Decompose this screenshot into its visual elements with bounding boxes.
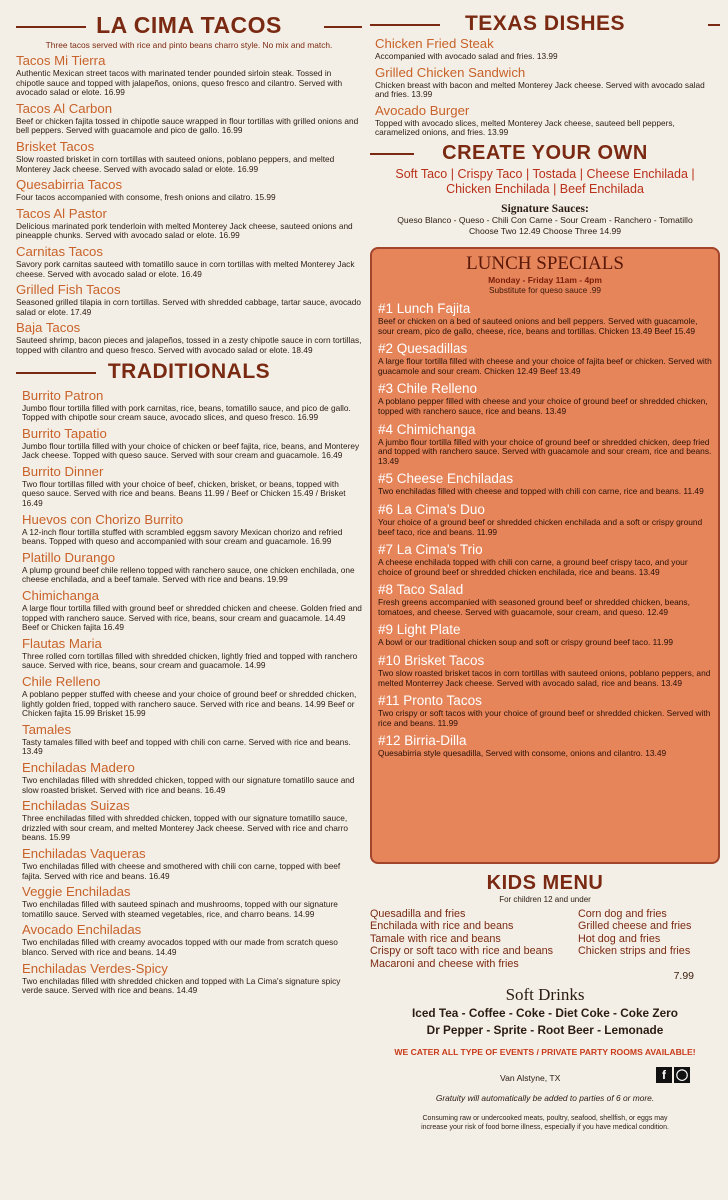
menu-item-name: #1 Lunch Fajita (378, 300, 471, 316)
menu-item-description: A large flour tortilla filled with ground beef or shredded chicken and cheese. Golden fried and topped with ranchero sauce. Served with rice, beans, sour cream and guacamole. 14.49 Beef or Chicken fajita 16.49 (22, 603, 362, 633)
menu-item-description: A poblano pepper stuffed with cheese and your choice of ground beef or shredded chicken, lightly golden fried, topped with ranchero sauce. Served with rice and beans. 14.99 Beef or Chicken fajita 15.99 Brisket 15.99 (22, 689, 357, 719)
menu-item-description: A 12-inch flour tortilla stuffed with scrambled eggsm savory Mexican chorizo and refried beans. Topped with queso and accompanied with sour cream and guacamole. 16.99 (22, 526, 343, 547)
menu-item-name: #11 Pronto Tacos (378, 693, 482, 709)
menu-item (375, 103, 720, 138)
menu-item-description: Two slow roasted brisket tacos in corn tortillas with sauteed onions, poblano peppers, and melted Monterrey Jack cheese. Served with avocado salad, rice and beans. 13.49 (378, 668, 711, 688)
heading-rule-left (370, 153, 414, 155)
menu-item-name: Flautas Maria (22, 635, 102, 651)
lunch-specials-title: LUNCH SPECIALS (466, 252, 624, 274)
menu-item-description: Two enchiladas filled with creamy avocados topped with our made from scratch queso blanco. Served with rice and beans. 14.49 (22, 937, 338, 957)
menu-item-description: Beef or chicken fajita tossed in chipotle sauce wrapped in flour tortillas with grilled onions and bell peppers. Served with guacamole and pico de gallo. 16.99 (16, 115, 359, 136)
menu-item-description: Four tacos accompanied with consome, fresh onions and cilatro. 15.99 (16, 192, 276, 203)
lunch-specials-list (378, 301, 712, 759)
traditionals-title: TRADITIONALS (107, 359, 271, 383)
menu-item-description: Two crispy or soft tacos with your choice of ground beef or shredded chicken. Served with rice and beans. 11.99 (378, 708, 711, 728)
menu-item (22, 388, 362, 423)
menu-item (378, 733, 712, 759)
location-text: Van Alstyne, TX (500, 1073, 561, 1084)
kids-menu-heading (370, 872, 720, 895)
traditionals-list (16, 388, 362, 996)
menu-item (16, 53, 362, 98)
menu-item-description: Three enchiladas filled with shredded chicken, topped with our signature tomatillo sauce, drizzled with sour cream, and melted Monterey Jack cheese. Served with rice and charro beans. 15.99 (22, 813, 349, 843)
menu-item-name: Burrito Tapatio (22, 425, 107, 441)
kids-menu-item: Grilled cheese and fries (578, 920, 692, 933)
menu-item (16, 101, 362, 136)
create-options-line-2: Chicken Enchilada | Beef Enchilada (446, 181, 644, 196)
menu-item (378, 471, 712, 497)
menu-item-name: #8 Taco Salad (378, 582, 464, 598)
menu-item (16, 177, 362, 203)
heading-rule-right (708, 24, 720, 26)
menu-item-name: Veggie Enchiladas (22, 884, 131, 900)
kids-menu-price: 7.99 (673, 970, 694, 983)
menu-item-name: Grilled Fish Tacos (16, 282, 121, 298)
menu-item (22, 846, 362, 881)
traditionals-heading (16, 360, 362, 384)
lunch-specials-box (370, 247, 720, 864)
menu-item-description: Seasoned grilled tilapia in corn tortillas. Served with shredded cabbage, tartar sauce, avocado salad or elote. 17.49 (16, 297, 361, 317)
menu-item-description: Your choice of a ground beef or shredded chicken enchilada and a soft or crispy ground beef taco, rice and beans. 11.99 (378, 516, 703, 537)
menu-item (22, 588, 362, 633)
menu-item-name: Carnitas Tacos (16, 243, 103, 259)
menu-item-name: Avocado Enchiladas (22, 922, 142, 938)
menu-item-description: A jumbo flour tortilla filled with your choice of ground beef or shredded chicken, deep fried and topped with ranchero sauce. Served with guacamole and sour cream, rice and beans. 13.49 (378, 436, 712, 466)
menu-item-name: Tacos Mi Tierra (16, 53, 106, 68)
kids-menu-grid (370, 908, 720, 971)
menu-item-description: Delicious marinated pork tenderloin with melted Monterey Jack cheese, sauteed onions and pineapple chunks. Served with avocado salad or elote. 16.99 (16, 220, 353, 241)
kids-menu-subtitle: For children 12 and under (499, 894, 591, 904)
menu-item-name: Huevos con Chorizo Burrito (22, 511, 184, 527)
menu-item-description: Authentic Mexican street tacos with marinated tender pounded sirloin steak. Tossed in chipotle sauce and topped with jalapeños, onions, queso fresco and cilantro. Served with avocado salad or elote. 16.99 (16, 68, 343, 98)
kids-menu-item: Macaroni and cheese with fries (370, 957, 519, 970)
menu-item-name: Enchiladas Suizas (22, 798, 130, 814)
menu-item (378, 301, 712, 336)
lunch-substitute-note: Substitute for queso sauce .99 (488, 284, 602, 295)
menu-item-name: Brisket Tacos (16, 138, 95, 154)
right-column (370, 0, 720, 1132)
menu-item-description: Quesabirria style quesadilla, Served with consome, onions and cilantro. 13.49 (378, 748, 667, 759)
soft-drinks-title: Soft Drinks (505, 985, 585, 1005)
soft-drinks-line-1: Iced Tea - Coffee - Coke - Diet Coke - Coke Zero (412, 1006, 678, 1021)
create-your-own-title: CREATE YOUR OWN (442, 141, 648, 164)
menu-item-name: #6 La Cima's Duo (378, 501, 485, 517)
menu-item-name: Enchiladas Verdes-Spicy (22, 960, 168, 976)
menu-item-description: Accompanied with avocado salad and fries. 13.99 (375, 51, 558, 61)
menu-item-description: Two flour tortillas filled with your choice of beef, chicken, brisket, or beans, topped with queso sauce. Served with rice and beans. Beans 11.99 / Beef or Chicken 15.49 / Brisket 16.49 (22, 478, 346, 509)
menu-item (22, 636, 362, 671)
menu-item-name: #4 Chimichanga (378, 421, 476, 437)
menu-item-name: Tacos Al Pastor (16, 205, 107, 221)
create-options-line-1: Soft Taco | Crispy Taco | Tostada | Cheese Enchilada | (395, 166, 695, 181)
menu-item-description: Three rolled corn tortillas filled with shredded chicken, lightly fried and topped with ranchero sauce. Served with rice, beans, sour cream and guacamole. 14.99 (22, 650, 358, 671)
menu-item (378, 542, 712, 577)
menu-item (22, 798, 362, 843)
menu-item (16, 139, 362, 174)
signature-sauces-list: Queso Blanco - Queso - Chili Con Carne - Sour Cream - Ranchero - Tomatillo (397, 214, 693, 225)
heading-rule-right (324, 26, 362, 28)
menu-item-name: #5 Cheese Enchiladas (378, 471, 514, 487)
menu-item (22, 464, 362, 509)
menu-item-description: Chicken breast with bacon and melted Monterey Jack cheese. Served with avocado salad and fries. 13.99 (375, 79, 705, 100)
menu-item-name: Burrito Patron (22, 387, 104, 403)
menu-item (378, 582, 712, 617)
menu-item-name: #12 Birria-Dilla (378, 733, 467, 749)
facebook-icon[interactable]: f (656, 1067, 672, 1083)
texas-dishes-heading (370, 12, 720, 36)
instagram-icon[interactable]: ◯ (675, 1069, 689, 1082)
menu-item-description: A cheese enchilada topped with chili con carne, a ground beef crispy taco, and your choice of ground beef or shredded chicken enchilada, rice and beans. 13.49 (378, 557, 688, 577)
kids-menu-column-1 (370, 908, 578, 971)
menu-item-name: #7 La Cima's Trio (378, 542, 483, 558)
lacima-tacos-title: LA CIMA TACOS (96, 12, 282, 38)
menu-item-name: Grilled Chicken Sandwich (375, 64, 526, 80)
menu-item (22, 961, 362, 996)
menu-item-description: A plump ground beef chile relleno topped with ranchero sauce, one chicken enchilada, one cheese enchilada, and a beef tamale. Served with rice and beans. 19.99 (22, 564, 355, 585)
menu-item-description: Sauteed shrimp, bacon pieces and jalapeños, tossed in a zesty chipotle sauce in corn tortillas, topped with cilantro and queso fresco. Served with avocado salad or elote. 18.49 (16, 335, 362, 355)
menu-item-description: Savory pork carnitas sauteed with tomatillo sauce in corn tortillas with melted Monterey Jack cheese. Served with avocado salad or elote. 16.49 (16, 258, 355, 279)
kids-menu-title: KIDS MENU (486, 871, 604, 894)
lacima-tacos-list (16, 53, 362, 356)
menu-item-name: Chimichanga (22, 588, 99, 604)
menu-item-description: Two enchiladas filled with cheese and smothered with chili con carne, topped with beef fajita. Served with rice and beans. 16.49 (22, 860, 341, 881)
heading-rule-left (16, 26, 86, 28)
menu-item (22, 922, 362, 957)
menu-item (378, 502, 712, 537)
kids-menu-item: Chicken strips and fries (578, 945, 691, 958)
social-icons (656, 1067, 690, 1083)
kids-menu-item: Enchilada with rice and beans (370, 920, 514, 933)
menu-item (378, 422, 712, 467)
heading-rule-left (16, 372, 96, 374)
menu-item-description: A poblano pepper filled with cheese and your choice of ground beef or shredded chicken, topped with ranchero sauce, rice and beans. 13.49 (378, 396, 708, 416)
kids-menu-item: Corn dog and fries (578, 907, 667, 920)
menu-item (22, 722, 362, 757)
menu-item-name: Tamales (22, 721, 72, 737)
signature-sauces-prices: Choose Two 12.49 Choose Three 14.99 (468, 225, 622, 236)
texas-dishes-title: TEXAS DISHES (464, 12, 626, 35)
kids-menu-item: Hot dog and fries (578, 932, 661, 945)
menu-item-name: Baja Tacos (16, 320, 81, 336)
menu-item (22, 884, 362, 919)
menu-item (375, 65, 720, 100)
menu-item-name: Quesabirria Tacos (16, 177, 123, 193)
menu-item-description: Two enchiladas filled with cheese and topped with chili con carne, rice and beans. 11.49 (378, 486, 704, 497)
menu-item (378, 653, 712, 688)
lacima-subtitle: Three tacos served with rice and pinto beans charro style. No mix and match. (45, 40, 333, 50)
menu-item (16, 244, 362, 279)
menu-item (378, 341, 712, 376)
menu-item-name: Tacos Al Carbon (16, 100, 113, 116)
menu-item (22, 426, 362, 461)
menu-item-name: Burrito Dinner (22, 463, 104, 479)
soft-drinks-list (370, 1005, 720, 1039)
menu-item-name: Enchiladas Madero (22, 759, 135, 775)
menu-item-description: Fresh greens accompanied with seasoned ground beef or shredded chicken, beans, tomatoes, and cheese. Served with guacamole, sour cream, and queso. 12.49 (378, 597, 690, 617)
menu-item (375, 36, 720, 62)
kids-menu-column-2 (578, 908, 718, 971)
menu-item (22, 550, 362, 585)
menu-item (16, 206, 362, 241)
menu-item-description: Two enchiladas filled with sauteed spinach and mushrooms, topped with our signature tomatillo sauce. Served with steamed vegetables, rice, and charro beans. 14.99 (22, 899, 338, 919)
menu-item-description: Two enchiladas filled with shredded chicken, topped with our signature tomatillo sauce and slow roasted brisket. Served with rice and beans. 16.49 (22, 774, 355, 795)
heading-rule-left (370, 24, 440, 26)
menu-item-description: Two enchiladas filled with shredded chicken and topped with La Cima's signature spicy verde sauce. Served with rice and beans. 14.49 (22, 975, 341, 996)
menu-item (16, 282, 362, 317)
gratuity-note: Gratuity will automatically be added to parties of 6 or more. (435, 1093, 655, 1104)
menu-item (22, 674, 362, 719)
menu-item (378, 622, 712, 648)
soft-drinks-line-2: Dr Pepper - Sprite - Root Beer - Lemonade (426, 1023, 664, 1038)
menu-item-name: #9 Light Plate (378, 622, 461, 638)
menu-item-description: Beef or chicken on a bed of sauteed onions and bell peppers. Served with guacamole, sour cream, pico de gallo, cheese, rice, beans and tortillas. Chicken 13.49 Beef 15.49 (378, 315, 698, 336)
menu-item-description: Slow roasted brisket in corn tortillas with sauteed onions, poblano peppers, and melted Monterey Jack cheese. Served with avocado salad or elote. 16.99 (16, 153, 335, 174)
menu-item (22, 512, 362, 547)
menu-item (16, 320, 362, 355)
menu-item-description: A bowl or our traditional chicken soup and soft or crispy ground beef taco. 11.99 (378, 637, 674, 648)
menu-item-description: A large flour tortilla filled with cheese and your choice of fajita beef or chicken. Served with guacamole and sour cream. Chicken 12.49 Beef 13.49 (378, 356, 712, 376)
menu-item (22, 760, 362, 795)
kids-menu-item: Tamale with rice and beans (370, 932, 501, 945)
kids-menu-item: Crispy or soft taco with rice and beans (370, 945, 554, 958)
menu-item-description: Tasty tamales filled with beef and topped with chili con carne. Served with rice and beans. 13.49 (22, 736, 351, 757)
menu-item-name: Avocado Burger (375, 102, 470, 118)
signature-sauces-title: Signature Sauces: (501, 202, 589, 215)
menu-item-name: #2 Quesadillas (378, 341, 468, 357)
menu-item-description: Jumbo flour tortilla filled with your choice of chicken or beef fajita, rice, beans, and Monterey Jack cheese. Topped with queso sauce. Served with sour cream and guacamole. 16.49 (22, 440, 360, 461)
menu-item-name: Chicken Fried Steak (375, 36, 494, 51)
menu-item-name: Chile Relleno (22, 674, 101, 689)
menu-item-name: #10 Brisket Tacos (378, 653, 485, 669)
lunch-hours: Monday - Friday 11am - 4pm (488, 274, 602, 285)
texas-dishes-list (370, 36, 720, 138)
menu-item (378, 381, 712, 416)
menu-item-name: #3 Chile Relleno (378, 381, 478, 397)
kids-menu-item: Quesadilla and fries (370, 907, 466, 920)
menu-item-name: Enchiladas Vaqueras (22, 845, 146, 861)
footer-row (370, 1067, 720, 1089)
create-options (370, 167, 720, 197)
create-your-own-heading (370, 142, 720, 165)
menu-item-description: Jumbo flour tortilla filled with pork carnitas, rice, beans, tomatillo sauce, and pico de gallo. Topped with chipotle sour cream sauce, avocado slices, and queso fresco. 16.99 (22, 402, 351, 423)
left-column (16, 0, 362, 999)
catering-note: WE CATER ALL TYPE OF EVENTS / PRIVATE PARTY ROOMS AVAILABLE! (394, 1047, 696, 1058)
menu-item-description: Topped with avocado slices, melted Monterey Jack cheese, sauteed bell peppers, caramelized onions, and fries. 13.99 (375, 117, 675, 138)
menu-item-name: Platillo Durango (22, 549, 116, 565)
lacima-tacos-heading (16, 12, 362, 39)
menu-item (378, 693, 712, 728)
food-safety-note: Consuming raw or undercooked meats, poultry, seafood, shellfish, or eggs may increase your risk of food borne illness, especially if you have medical condition. (421, 1115, 669, 1131)
